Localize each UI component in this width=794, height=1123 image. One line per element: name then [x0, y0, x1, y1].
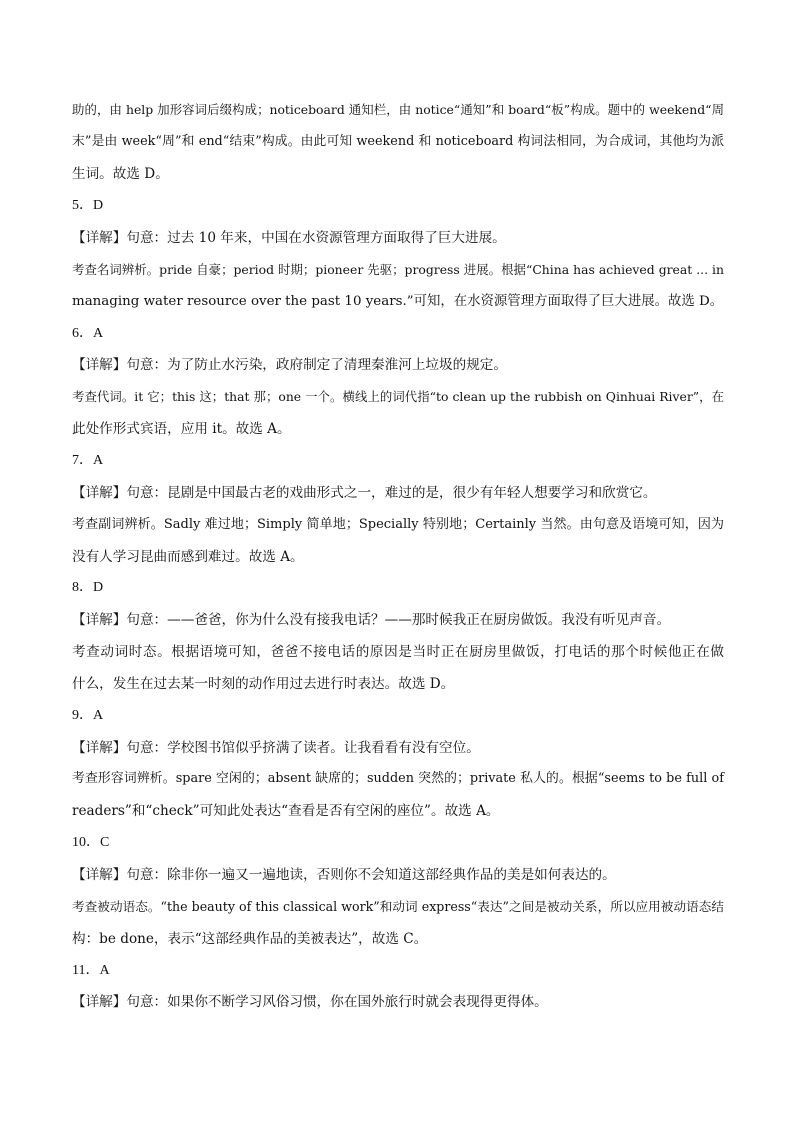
text-line: 考查名词辨析。pride 自豪；period 时期；pioneer 先驱；progress 进展。根据“China has achieved great ... in: [72, 262, 724, 277]
question-number: 8．D: [72, 580, 104, 595]
text-line: 什么，发生在过去某一时刻的动作用过去进行时表达。故选 D。: [72, 676, 455, 692]
text-line: readers”和“check”可知此处表达“查看是否有空闲的座位”。故选 A。: [72, 803, 500, 819]
explanation-line: 【详解】句意：如果你不断学习风俗习惯，你在国外旅行时就会表现得更得体。: [72, 994, 548, 1010]
question-number: 6．A: [72, 326, 104, 341]
text-line: 末”是由 week“周”和 end“结束”构成。由此可知 weekend 和 noticeboard 构词法相同，为合成词，其他均为派: [72, 134, 724, 149]
text-line: 考查形容词辨析。spare 空闲的；absent 缺席的；sudden 突然的；private 私人的。根据“seems to be full of: [72, 771, 724, 786]
text-line: 构：be done，表示“这部经典作品的美被表达”，故选 C。: [72, 931, 428, 947]
text-line: 助的，由 help 加形容词后缀构成；noticeboard 通知栏，由 notice“通知”和 board“板”构成。题中的 weekend“周: [72, 102, 724, 117]
text-line: 考查副词辨析。Sadly 难过地；Simply 简单地；Specially 特别地；Certainly 当然。由句意及语境可知，因为: [72, 517, 724, 532]
question-number: 7．A: [72, 453, 104, 468]
explanation-line: 【详解】句意：学校图书馆似乎挤满了读者。让我看看有没有空位。: [72, 740, 480, 756]
text-line: 没有人学习昆曲而感到难过。故选 A。: [72, 549, 304, 565]
explanation-line: 【详解】句意：过去 10 年来，中国在水资源管理方面取得了巨大进展。: [72, 230, 506, 246]
question-number: 9．A: [72, 708, 104, 723]
question-number: 11．A: [72, 963, 110, 978]
explanation-line: 【详解】句意：——爸爸，你为什么没有接我电话？——那时候我正在厨房做饭。我没有听见声音。: [72, 612, 671, 628]
text-line: 生词。故选 D。: [72, 166, 169, 182]
text-line: 此处作形式宾语，应用 it。故选 A。: [72, 421, 291, 437]
text-line: 考查动词时态。根据语境可知，爸爸不接电话的原因是当时正在厨房里做饭，打电话的那个时候他正在做: [72, 644, 724, 660]
question-number: 10．C: [72, 835, 110, 850]
text-line: 考查被动语态。“the beauty of this classical work”和动词 express“表达”之间是被动关系，所以应用被动语态结: [72, 899, 724, 914]
text-line: 考查代词。it 它；this 这；that 那；one 一个。横线上的词代指“to clean up the rubbish on Qinhuai River”，在: [72, 389, 724, 404]
explanation-line: 【详解】句意：昆剧是中国最古老的戏曲形式之一，难过的是，很少有年轻人想要学习和欣赏它。: [72, 485, 657, 501]
explanation-line: 【详解】句意：为了防止水污染，政府制定了清理秦淮河上垃圾的规定。: [72, 357, 507, 373]
question-number: 5．D: [72, 198, 104, 213]
explanation-line: 【详解】句意：除非你一遍又一遍地读，否则你不会知道这部经典作品的美是如何表达的。: [72, 867, 616, 883]
text-line: managing water resource over the past 10 years.”可知，在水资源管理方面取得了巨大进展。故选 D。: [72, 294, 724, 309]
